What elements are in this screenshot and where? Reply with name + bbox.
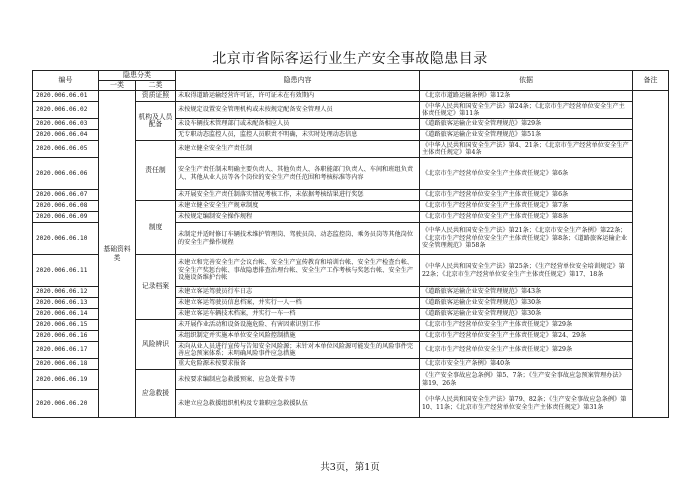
- hazard-content: 未设车辆技术管理部门或未配备相应人员: [176, 119, 420, 130]
- row-number: 2020.006.06.08: [33, 201, 99, 212]
- row-number: 2020.006.06.16: [33, 331, 99, 342]
- hazard-content: 未向从业人员进行宣传与告知安全风险源；未针对本单位风险源可能发生的风险事件完善应急预案体系；未明确风险事件应急措施: [176, 342, 420, 359]
- row-number: 2020.006.06.07: [33, 190, 99, 201]
- hazard-content: 未建立客运车辆技术档案，并实行一车一档: [176, 309, 420, 320]
- row-number: 2020.006.06.18: [33, 359, 99, 370]
- page-title: 北京市省际客运行业生产安全事故隐患目录: [212, 51, 488, 67]
- level2-category: 记录档案: [136, 255, 176, 320]
- row-number: 2020.006.06.09: [33, 212, 99, 223]
- header-category: 隐患分类: [99, 71, 176, 81]
- hazard-content: 未建立健全安全生产规章制度: [176, 201, 420, 212]
- hazard-table: [32, 70, 669, 418]
- hazard-content: 未组织制定并实施本单位安全风险控制措施: [176, 331, 420, 342]
- hazard-basis: 《北京市生产经营单位安全生产主体责任规定》第29条: [420, 320, 633, 331]
- hazard-content: 未制定并适时修订车辆技术维护管理岗、驾驶员岗、动态监控岗、乘务员岗等其他岗位的安全生产操作规程: [176, 223, 420, 255]
- row-number: 2020.006.06.02: [33, 102, 99, 119]
- row-number: 2020.006.06.10: [33, 223, 99, 255]
- hazard-basis: 《北京市生产经营单位安全生产主体责任规定》第24、29条: [420, 331, 633, 342]
- header-level2: 二类: [136, 81, 176, 91]
- hazard-basis: 《道路旅客运输企业安全管理规范》第51条: [420, 130, 633, 141]
- hazard-basis: 《北京市生产经营单位安全生产主体责任规定》第6条: [420, 158, 633, 190]
- row-number: 2020.006.06.17: [33, 342, 99, 359]
- hazard-content: 未开展安全生产责任制落实情况考核工作，未依据考核结果进行奖惩: [176, 190, 420, 201]
- hazard-content: 未建立客运驾驶员行车日志: [176, 287, 420, 298]
- level2-category: 资质证照: [136, 91, 176, 102]
- row-number: 2020.006.06.12: [33, 287, 99, 298]
- hazard-content: 未按规定设置安全管理机构或未按规定配备安全管理人员: [176, 102, 420, 119]
- hazard-content: 未开展作业活动和设备设施危险、有害因素识别工作: [176, 320, 420, 331]
- header-content: 隐患内容: [176, 71, 420, 91]
- hazard-basis: 《北京市生产经营单位安全生产主体责任规定》第6条: [420, 190, 633, 201]
- hazard-basis: 《北京市安全生产条例》第40条: [420, 359, 633, 370]
- header-no: 编号: [33, 71, 99, 91]
- hazard-basis: 《中华人民共和国安全生产法》第25条；《生产经营单位安全培训规定》第22条；《北京市生产经营单位安全生产主体责任规定》第17、18条: [420, 255, 633, 287]
- row-number: 2020.006.06.04: [33, 130, 99, 141]
- hazard-basis: 《道路旅客运输企业安全管理规范》第30条: [420, 309, 633, 320]
- hazard-content: 安全生产责任制未明确主要负责人、其他负责人、各职能部门负责人、车间和班组负责人、其他从业人员等各个岗位的安全生产责任范围和考核标准等内容: [176, 158, 420, 190]
- hazard-basis: 《中华人民共和国安全生产法》第79、82条；《生产安全事故应急条例》第10、11条；《北京市生产经营单位安全生产主体责任规定》第31条: [420, 390, 633, 418]
- hazard-content: 重大危险源未按要求报备: [176, 359, 420, 370]
- row-number: 2020.006.06.03: [33, 119, 99, 130]
- row-number: 2020.006.06.14: [33, 309, 99, 320]
- hazard-basis: 《中华人民共和国安全生产法》第21条；《北京市安全生产条例》第22条；《北京市生产经营单位安全生产主体责任规定》第8条；《道路旅客运输企业安全管理规范》第58条: [420, 223, 633, 255]
- note-cell: [633, 91, 669, 418]
- hazard-basis: 《中华人民共和国安全生产法》第24条；《北京市生产经营单位安全生产主体责任规定》第11条: [420, 102, 633, 119]
- header-basis: 依据: [420, 71, 633, 91]
- row-number: 2020.006.06.20: [33, 390, 99, 418]
- row-number: 2020.006.06.01: [33, 91, 99, 102]
- hazard-content: 未按规定编制安全操作规程: [176, 212, 420, 223]
- hazard-basis: 《北京市生产经营单位安全生产主体责任规定》第7条: [420, 201, 633, 212]
- header-note: 备注: [633, 71, 669, 91]
- level2-category: 机构及人员配备: [136, 102, 176, 141]
- hazard-content: 无专职动态监控人员，监控人员职责不明确，未实时处理动态信息: [176, 130, 420, 141]
- hazard-basis: 《北京市生产经营单位安全生产主体责任规定》第29条: [420, 342, 633, 359]
- header-level1: 一类: [99, 81, 136, 91]
- level1-category: 基础资料类: [99, 91, 136, 418]
- hazard-basis: 《中华人民共和国安全生产法》第4、21条；《北京市生产经营单位安全生产主体责任规定》第4条: [420, 141, 633, 158]
- hazard-content: 未建立客运驾驶员信息档案，并实行一人一档: [176, 298, 420, 309]
- level2-category: 风险辨识: [136, 320, 176, 370]
- hazard-content: 未取得道路运输经营许可证，许可证未在有效期内: [176, 91, 420, 102]
- level2-category: 制度: [136, 201, 176, 255]
- row-number: 2020.006.06.06: [33, 158, 99, 190]
- hazard-content: 未建立健全安全生产责任制: [176, 141, 420, 158]
- row-number: 2020.006.06.11: [33, 255, 99, 287]
- level2-category: 应急救援: [136, 370, 176, 418]
- hazard-content: 未建立应急救援组织机构及专兼职应急救援队伍: [176, 390, 420, 418]
- hazard-content: 未建立和完善安全生产会议台帐、安全生产宣传教育和培训台帐、安全生产检查台帐、安全生产奖惩台帐、事故隐患排查治理台帐、安全生产工作考核与奖惩台帐、安全生产设施设备维护台帐: [176, 255, 420, 287]
- level2-category: 责任制: [136, 141, 176, 201]
- row-number: 2020.006.06.15: [33, 320, 99, 331]
- hazard-basis: 《生产安全事故应急条例》第5、7条；《生产安全事故应急预案管理办法》第19、26条: [420, 370, 633, 390]
- row-number: 2020.006.06.13: [33, 298, 99, 309]
- row-number: 2020.006.06.19: [33, 370, 99, 390]
- hazard-basis: 《道路旅客运输企业安全管理规范》第29条: [420, 119, 633, 130]
- row-number: 2020.006.06.05: [33, 141, 99, 158]
- hazard-basis: 《北京市生产经营单位安全生产主体责任规定》第8条: [420, 212, 633, 223]
- hazard-basis: 《道路旅客运输企业安全管理规范》第43条: [420, 287, 633, 298]
- hazard-basis: 《道路旅客运输企业安全管理规范》第30条: [420, 298, 633, 309]
- hazard-basis: 《北京市道路运输条例》第12条: [420, 91, 633, 102]
- hazard-content: 未按要求编制应急救援预案、应急处置卡等: [176, 370, 420, 390]
- page-footer: 共3页，第1页: [320, 462, 380, 473]
